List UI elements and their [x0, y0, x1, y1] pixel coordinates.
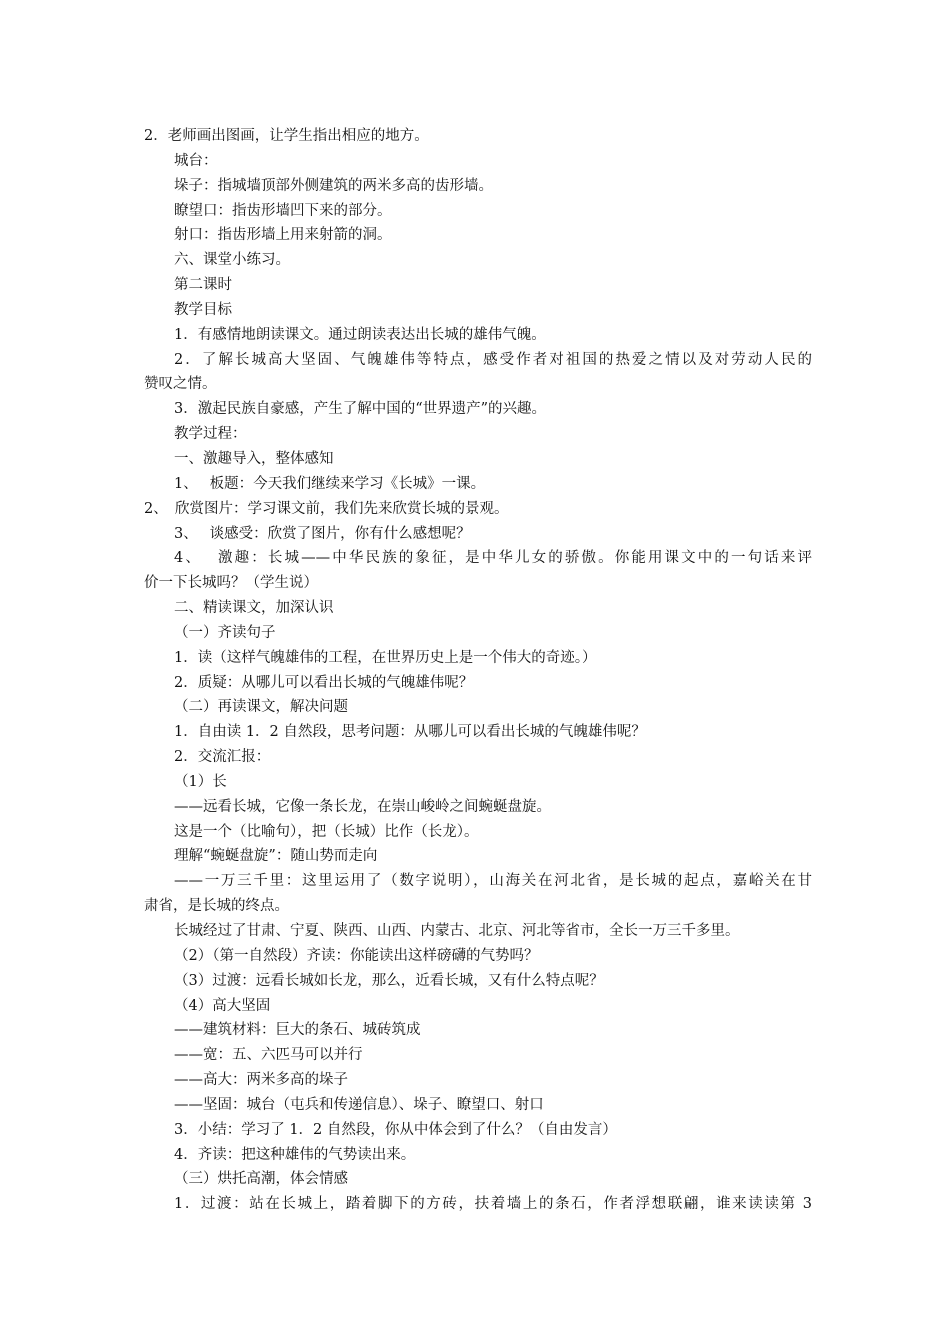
text-line: 教学目标	[174, 301, 232, 318]
text-line: 1．读（这样气魄雄伟的工程，在世界历史上是一个伟大的奇迹。）	[174, 649, 597, 666]
text-line: 肃省，是长城的终点。	[144, 898, 289, 915]
text-line: （3）过渡：远看长城如长龙，那么，近看长城，又有什么特点呢？	[174, 972, 604, 989]
text-line: ——宽：五、六匹马可以并行	[174, 1047, 363, 1064]
text-line: 1、 板题：今天我们继续来学习《长城》一课。	[174, 475, 486, 492]
text-line: 城台：	[174, 152, 218, 169]
document-body	[144, 124, 812, 1217]
text-line: ——远看长城，它像一条长龙，在崇山峻岭之间蜿蜒盘旋。	[174, 798, 551, 815]
text-line: 垛子：指城墙顶部外侧建筑的两米多高的齿形墙。	[174, 177, 493, 194]
text-line: （三）烘托高潮，体会情感	[174, 1171, 348, 1188]
text-line: ——建筑材料：巨大的条石、城砖筑成	[174, 1022, 421, 1039]
text-line: 4．齐读：把这种雄伟的气势读出来。	[174, 1146, 416, 1163]
text-line: 3．小结：学习了 1．2 自然段，你从中体会到了什么？（自由发言）	[174, 1121, 617, 1138]
text-line: 1．有感情地朗读课文。通过朗读表达出长城的雄伟气魄。	[174, 326, 546, 343]
text-line: 2．交流汇报：	[174, 749, 271, 766]
text-line: 1．过渡：站在长城上，踏着脚下的方砖，扶着墙上的条石，作者浮想联翩，谁来读读第 3	[174, 1196, 812, 1213]
text-line: 赞叹之情。	[144, 376, 217, 393]
text-line: 第二课时	[174, 277, 232, 294]
text-line: 一、激趣导入，整体感知	[174, 450, 334, 467]
text-line: （2）（第一自然段）齐读：你能读出这样磅礴的气势吗？	[174, 947, 539, 964]
text-line: 六、课堂小练习。	[174, 252, 290, 269]
text-line: 这是一个（比喻句），把（长城）比作（长龙）。	[174, 823, 479, 840]
text-line: 射口：指齿形墙上用来射箭的洞。	[174, 227, 392, 244]
text-line: 2．质疑：从哪儿可以看出长城的气魄雄伟呢？	[174, 674, 474, 691]
text-line: 3．激起民族自豪感，产生了解中国的“世界遗产”的兴趣。	[174, 401, 547, 418]
text-line: （1）长	[174, 773, 227, 790]
text-line: 价一下长城吗？（学生说）	[144, 575, 318, 592]
text-line: 2．了解长城高大坚固、气魄雄伟等特点，感受作者对祖国的热爱之情以及对劳动人民的	[174, 351, 812, 368]
text-line: （二）再读课文，解决问题	[174, 699, 348, 716]
text-line: 3、 谈感受：欣赏了图片，你有什么感想呢？	[174, 525, 471, 542]
text-line: 二、精读课文，加深认识	[174, 600, 334, 617]
text-line: 长城经过了甘肃、宁夏、陕西、山西、内蒙古、北京、河北等省市，全长一万三千多里。	[174, 923, 740, 939]
text-line: （一）齐读句子	[174, 624, 276, 641]
text-line: ——高大：两米多高的垛子	[174, 1072, 348, 1089]
text-line: ——一万三千里：这里运用了（数字说明），山海关在河北省，是长城的起点，嘉峪关在甘	[174, 873, 812, 890]
text-line: 2．老师画出图画，让学生指出相应的地方。	[144, 128, 429, 144]
text-line: 1．自由读 1．2 自然段，思考问题：从哪儿可以看出长城的气魄雄伟呢？	[174, 724, 646, 741]
text-line: 理解“蜿蜒盘旋”：随山势而走向	[174, 848, 378, 865]
text-line: ——坚固：城台（屯兵和传递信息）、垛子、瞭望口、射口	[174, 1096, 544, 1113]
text-line: 4、 激趣：长城——中华民族的象征，是中华儿女的骄傲。你能用课文中的一句话来评	[174, 550, 812, 567]
text-line: 教学过程：	[174, 426, 247, 443]
text-line: 瞭望口：指齿形墙凹下来的部分。	[174, 202, 392, 219]
text-line: （4）高大坚固	[174, 997, 271, 1014]
text-line: 2、 欣赏图片：学习课文前，我们先来欣赏长城的景观。	[144, 500, 509, 517]
